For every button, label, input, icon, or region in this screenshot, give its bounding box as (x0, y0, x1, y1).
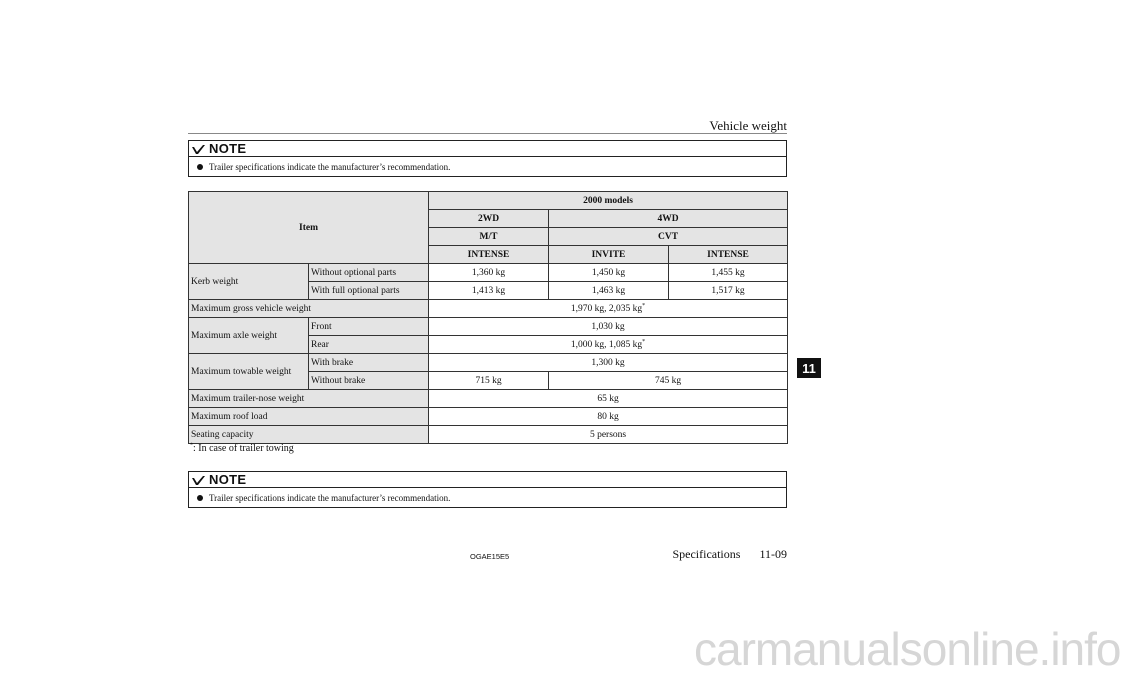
footnote-mark: * (642, 338, 646, 345)
table-cell: 1,455 kg (669, 264, 788, 282)
kerb-with-label: With full optional parts (309, 282, 429, 300)
towable-nobrake-4wd: 745 kg (549, 372, 788, 390)
pencil-icon (191, 143, 207, 155)
page-footer (656, 547, 787, 562)
note-text: Trailer specifications indicate the manufacturer’s recommendation. (209, 161, 451, 172)
bullet-icon (197, 495, 203, 501)
kerb-without-label: Without optional parts (309, 264, 429, 282)
axle-rear-text: 1,000 kg, 1,085 kg (570, 339, 643, 350)
chapter-tab: 11 (797, 358, 821, 378)
watermark: carmanualsonline.info (694, 623, 1121, 675)
header-rule (188, 133, 787, 134)
towable-nobrake-label: Without brake (309, 372, 429, 390)
pencil-icon (191, 474, 207, 486)
towable-brake-value: 1,300 kg (429, 354, 788, 372)
document-code: OGAE15E5 (470, 552, 510, 561)
table-cell: 1,413 kg (429, 282, 549, 300)
section-title: Vehicle weight (709, 118, 787, 133)
nose-weight-label: Maximum trailer-nose weight (189, 390, 429, 408)
table-cell: 1,517 kg (669, 282, 788, 300)
footnote-mark: * (642, 302, 646, 309)
note-text: Trailer specifications indicate the manufacturer’s recommendation. (209, 492, 451, 503)
axle-rear-value (429, 336, 788, 354)
bullet-icon (197, 164, 203, 170)
footnote-mark: * (190, 442, 193, 449)
gross-weight-label: Maximum gross vehicle weight (189, 300, 429, 318)
grade-intense-2wd: INTENSE (429, 246, 549, 264)
note-body (189, 488, 786, 507)
towable-weight-label: Maximum towable weight (189, 354, 309, 390)
roof-load-label: Maximum roof load (189, 408, 429, 426)
axle-weight-label: Maximum axle weight (189, 318, 309, 354)
note-body (189, 157, 786, 176)
page-number: 11-09 (759, 547, 787, 561)
drive-2wd: 2WD (429, 210, 549, 228)
towable-brake-label: With brake (309, 354, 429, 372)
footnote-text: : In case of trailer towing (193, 443, 294, 454)
grade-intense-4wd: INTENSE (669, 246, 788, 264)
grade-invite: INVITE (549, 246, 669, 264)
transmission-mt: M/T (429, 228, 549, 246)
note-title: NOTE (209, 141, 247, 156)
gross-weight-value (429, 300, 788, 318)
footnote (190, 443, 294, 454)
note-box-bottom (188, 471, 787, 508)
axle-front-label: Front (309, 318, 429, 336)
gross-weight-text: 1,970 kg, 2,035 kg (570, 303, 643, 314)
chapter-name: Specifications (672, 547, 741, 561)
vehicle-weight-table (188, 191, 788, 444)
seating-label: Seating capacity (189, 426, 429, 444)
table-cell: 1,463 kg (549, 282, 669, 300)
note-header (189, 141, 786, 157)
note-title: NOTE (209, 472, 247, 487)
axle-front-value: 1,030 kg (429, 318, 788, 336)
drive-4wd: 4WD (549, 210, 788, 228)
axle-rear-label: Rear (309, 336, 429, 354)
note-box-top (188, 140, 787, 177)
seating-value: 5 persons (429, 426, 788, 444)
nose-weight-value: 65 kg (429, 390, 788, 408)
table-cell: 1,450 kg (549, 264, 669, 282)
towable-nobrake-2wd: 715 kg (429, 372, 549, 390)
table-cell: 1,360 kg (429, 264, 549, 282)
kerb-weight-label: Kerb weight (189, 264, 309, 300)
note-header (189, 472, 786, 488)
item-header: Item (189, 192, 429, 264)
transmission-cvt: CVT (549, 228, 788, 246)
models-header: 2000 models (429, 192, 788, 210)
roof-load-value: 80 kg (429, 408, 788, 426)
